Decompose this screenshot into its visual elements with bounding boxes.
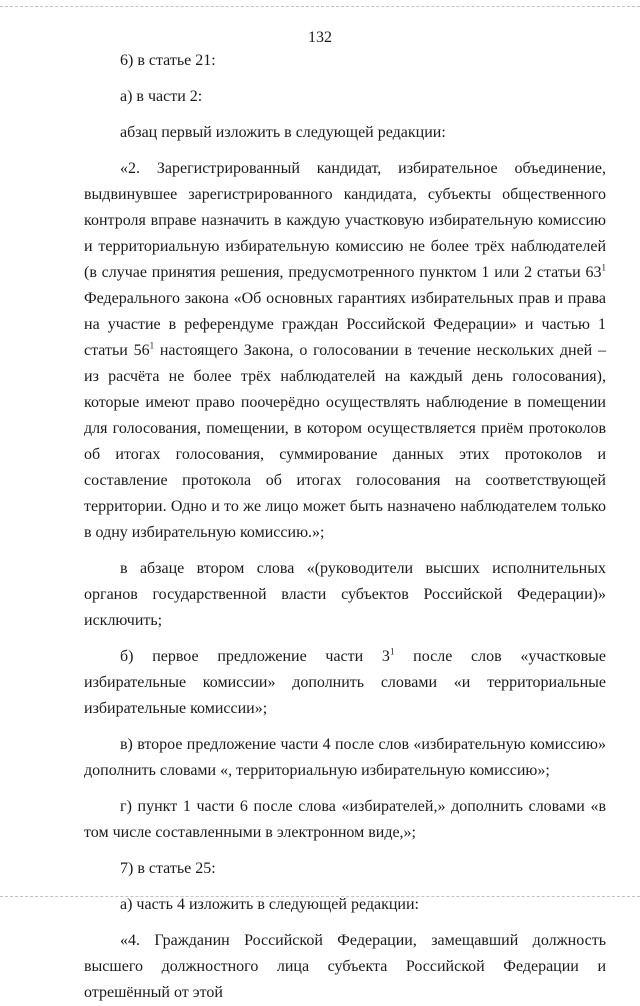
paragraph-b — [84, 644, 606, 722]
paragraph-observers-part1: «2. Зарегистрированный кандидат, избирательное объединение, выдвинувшее зарегистрированного кандидата, субъекты общественного контроля вправе назначить в каждую участковую избирательную комиссию и территориальную избирательную комиссию не более трёх наблюдателей (в случае принятия решения, предусмотренного пунктом 1 или 2 статьи 63 — [84, 160, 606, 281]
subitem-a-heading: а) в части 2: — [120, 88, 203, 105]
item-6-heading: 6) в статье 21: — [120, 52, 216, 69]
paragraph-second-abzats: в абзаце втором слова «(руководители высших исполнительных органов государственной власти субъектов Российской Федерации)» исключить; — [84, 560, 606, 629]
paragraph-b-part2: после слов «участковые избирательные комиссии» дополнить словами «и территориальные избирательные комиссии»; — [84, 648, 607, 717]
paragraph-observers — [84, 156, 606, 546]
document-body — [84, 48, 606, 1006]
paragraph-citizen: «4. Гражданин Российской Федерации, замещавший должность высшего должностного лица субъекта Российской Федерации и отрешённый от этой — [84, 932, 606, 1001]
instruction-line: абзац первый изложить в следующей редакции: — [120, 124, 446, 141]
paragraph-b-part1: б) первое предложение части 3 — [120, 648, 390, 665]
paragraph-g: г) пункт 1 части 6 после слова «избирателей,» дополнить словами «в том числе составленными в электронном виде,»; — [84, 798, 606, 841]
item-7-heading: 7) в статье 25: — [120, 860, 216, 877]
superscript-3: 1 — [389, 646, 395, 657]
page-number: 132 — [308, 29, 332, 46]
paragraph-observers-part2: Федерального закона «Об основных гарантиях избирательных прав и права на участие в референдуме граждан Российской Федерации» и частью 1 статьи 56 — [84, 290, 606, 359]
superscript-1: 1 — [601, 262, 606, 273]
subitem-a-heading-7: а) часть 4 изложить в следующей редакции: — [120, 896, 419, 913]
paragraph-v: в) второе предложение части 4 после слов «избирательную комиссию» дополнить словами «, территориальную избирательную комиссию»; — [84, 736, 606, 779]
paragraph-observers-part3: настоящего Закона, о голосовании в течение нескольких дней – из расчёта не более трёх наблюдателей на каждый день голосования), которые имеют право поочерёдно осуществлять наблюдение в помещении для голосования, помещении, в котором осуществляется приём протоколов об итогах голосования, суммирование данных этих протоколов и составление протокола об итогах голосования на соответствующей территории. Одно и то же лицо может быть назначено наблюдателем только в одну избирательную комиссию.»; — [84, 342, 606, 541]
superscript-2: 1 — [149, 340, 155, 351]
scan-edge-top — [0, 6, 640, 7]
scan-edge-bottom — [0, 896, 640, 897]
